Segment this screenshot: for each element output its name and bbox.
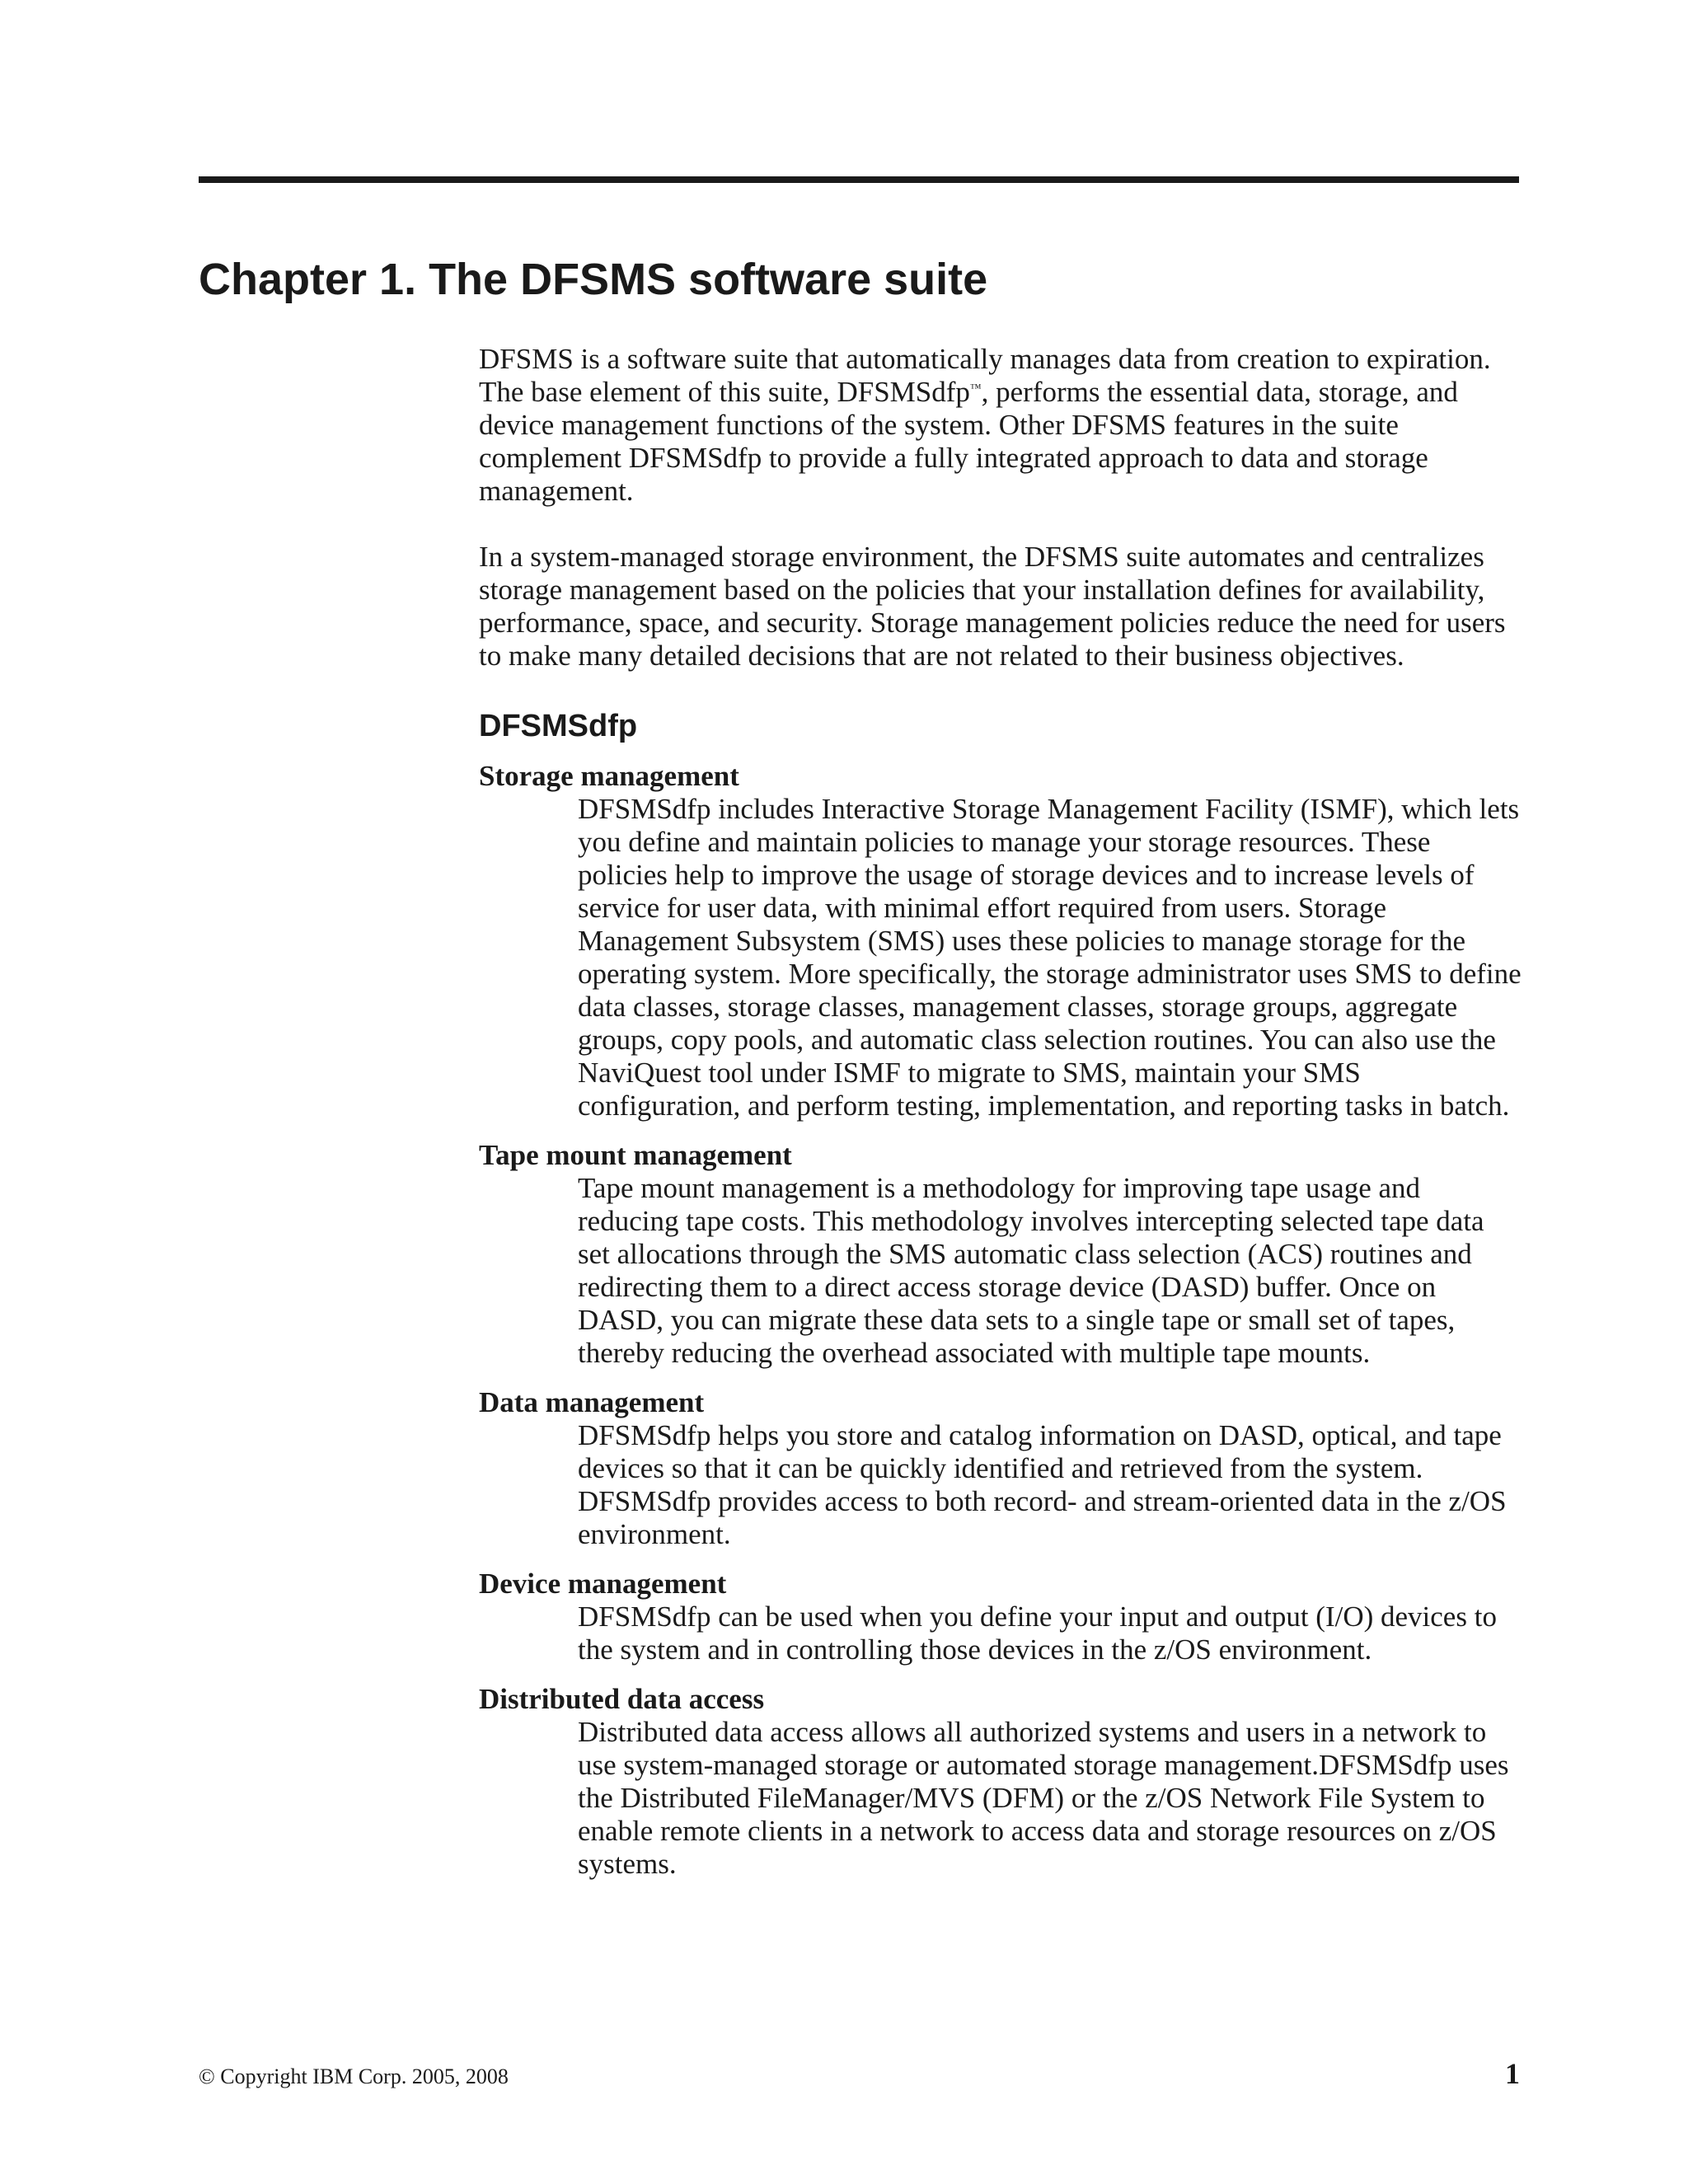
definition-list [479,760,1522,1881]
definition-term-data-management: Data management [479,1386,705,1418]
page-number: 1 [1505,2057,1520,2090]
definition-text-device-management: DFSMSdfp can be used when you define your input and output (I/O) devices to the system and in controlling those devices in the z/OS environment. [578,1601,1497,1666]
intro-paragraph-2: In a system-managed storage environment, the DFSMS suite automates and centralizes storage management based on the policies that your installation defines for availability, performance, space, and security. Storage management policies reduce the need for users to make many detailed decisions that are not related to their business objectives. [479,541,1506,672]
definition-term-tape-mount-management: Tape mount management [479,1139,792,1171]
footer-copyright: © Copyright IBM Corp. 2005, 2008 [199,2064,509,2088]
definition-text-tape-mount-management: Tape mount management is a methodology for improving tape usage and reducing tape costs. This methodology involves intercepting selected tape data set allocations through the SMS automatic class selection (ACS) routines and redirecting them to a direct access storage device (DASD) buffer. Once on DASD, you can migrate these data sets to a single tape or small set of tapes, thereby reducing the overhead associated with multiple tape mounts. [578,1172,1484,1369]
intro-paragraph-1 [479,343,1522,508]
chapter-title: Chapter 1. The DFSMS software suite [199,255,988,304]
intro-paragraph-1-part-2: , performs the essential data, storage, and device management functions of the system. Other DFSMS features in the suite complement DFSMSdfp to provide a fully integrated approach to data and storage management. [479,376,1458,507]
definition-text-storage-management: DFSMSdfp includes Interactive Storage Management Facility (ISMF), which lets you define and maintain policies to manage your storage resources. These policies help to improve the usage of storage devices and to increase levels of service for user data, with minimal effort required from users. Storage Management Subsystem (SMS) uses these policies to manage storage for the operating system. More specifically, the storage administrator uses SMS to define data classes, storage classes, management classes, storage groups, aggregate groups, copy pools, and automatic class selection routines. You can also use the NaviQuest tool under ISMF to migrate to SMS, maintain your SMS configuration, and perform testing, implementation, and reporting tasks in batch. [578,793,1522,1122]
section-heading-dfsmsdfp: DFSMSdfp [479,709,638,743]
definition-term-device-management: Device management [479,1568,727,1600]
definition-text-distributed-data-access: Distributed data access allows all authorized systems and users in a network to use system-managed storage or automated storage management.DFSMSdfp uses the Distributed FileManager/MVS (DFM) or the z/OS Network File System to enable remote clients in a network to access data and storage resources on z/OS systems. [578,1716,1509,1880]
definition-term-distributed-data-access: Distributed data access [479,1683,765,1715]
definition-text-data-management: DFSMSdfp helps you store and catalog information on DASD, optical, and tape devices so that it can be quickly identified and retrieved from the system. DFSMSdfp provides access to both record- and stream-oriented data in the z/OS environment. [578,1419,1507,1550]
definition-term-storage-management: Storage management [479,760,739,792]
trademark-symbol: ™ [969,382,982,395]
chapter-body [479,343,1522,1897]
chapter-top-rule [199,176,1519,183]
intro-paragraph-1-part-1: DFSMS is a software suite that automatically manages data from creation to expiration. The base element of this suite, DFSMSdfp [479,343,1491,408]
